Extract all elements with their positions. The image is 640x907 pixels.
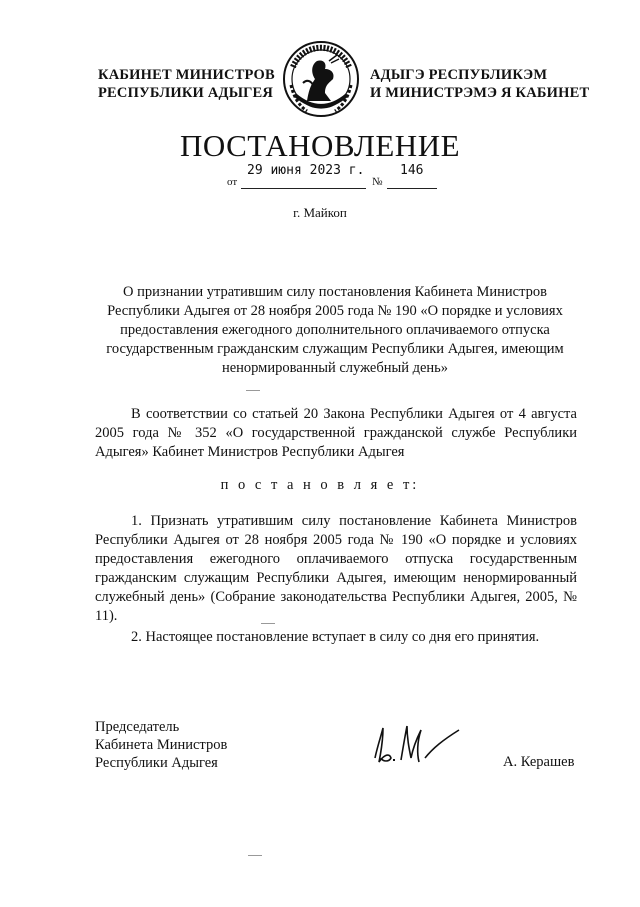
handwritten-signature-icon (367, 718, 463, 770)
document-date: 29 июня 2023 г. (247, 163, 365, 178)
preamble-paragraph: В соответствии со статьей 20 Закона Республики Адыгея от 4 августа 2005 года № 352 «О государственной гражданской службе Республики Адыгея» Кабинет Министров Республики Адыгея (95, 406, 577, 460)
document-subject: О признании утратившим силу постановления Кабинета Министров Республики Адыгея от 28 ноября 2005 года № 190 «О порядке и условиях предоставления ежегодного дополнительного оплачиваемого отпуска государственным гражданским служащим Республики Адыгея, имеющим ненормированный служебный день» (106, 284, 564, 376)
position-line-2: Кабинета Министров (95, 737, 228, 753)
header-right-line1: АДЫГЭ РЕСПУБЛИКЭМ (370, 67, 548, 83)
item-2-paragraph: 2. Настоящее постановление вступает в силу со дня его принятия. (131, 629, 540, 645)
header-right (370, 66, 589, 102)
decree-word: п о с т а н о в л я е т: (220, 477, 420, 493)
number-underline (387, 188, 437, 189)
date-underline (241, 188, 366, 189)
date-number-line (227, 163, 447, 193)
position-line-1: Председатель (95, 719, 180, 735)
divider (246, 390, 260, 391)
header-right-line2: И МИНИСТРЭМЭ Я КАБИНЕТ (370, 85, 590, 101)
position-line-3: Республики Адыгея (95, 755, 218, 771)
divider (261, 623, 275, 624)
divider (248, 855, 262, 856)
header-left-line1: КАБИНЕТ МИНИСТРОВ (98, 67, 275, 83)
header-left (98, 66, 275, 102)
document-number: 146 (400, 163, 424, 178)
item-1-paragraph: 1. Признать утратившим силу постановление Кабинета Министров Республики Адыгея от 28 ноября 2005 года № 190 «О порядке и условиях предоставления ежегодного оплачиваемого отпуска государственным гражданским служащим Республики Адыгея, имеющим ненормированный служебный день» (Собрание законодательства Республики Адыгея, 2005, № 11). (95, 513, 577, 624)
number-label: № (372, 176, 383, 188)
from-label: от (227, 176, 238, 188)
header-left-line2: РЕСПУБЛИКИ АДЫГЕЯ (98, 85, 274, 101)
adygea-coat-of-arms-icon (281, 39, 361, 121)
document-title: ПОСТАНОВЛЕНИЕ (179, 128, 461, 163)
signatory-position (95, 718, 227, 772)
signer-name: А. Керашев (503, 754, 575, 770)
city: г. Майкоп (293, 205, 347, 220)
